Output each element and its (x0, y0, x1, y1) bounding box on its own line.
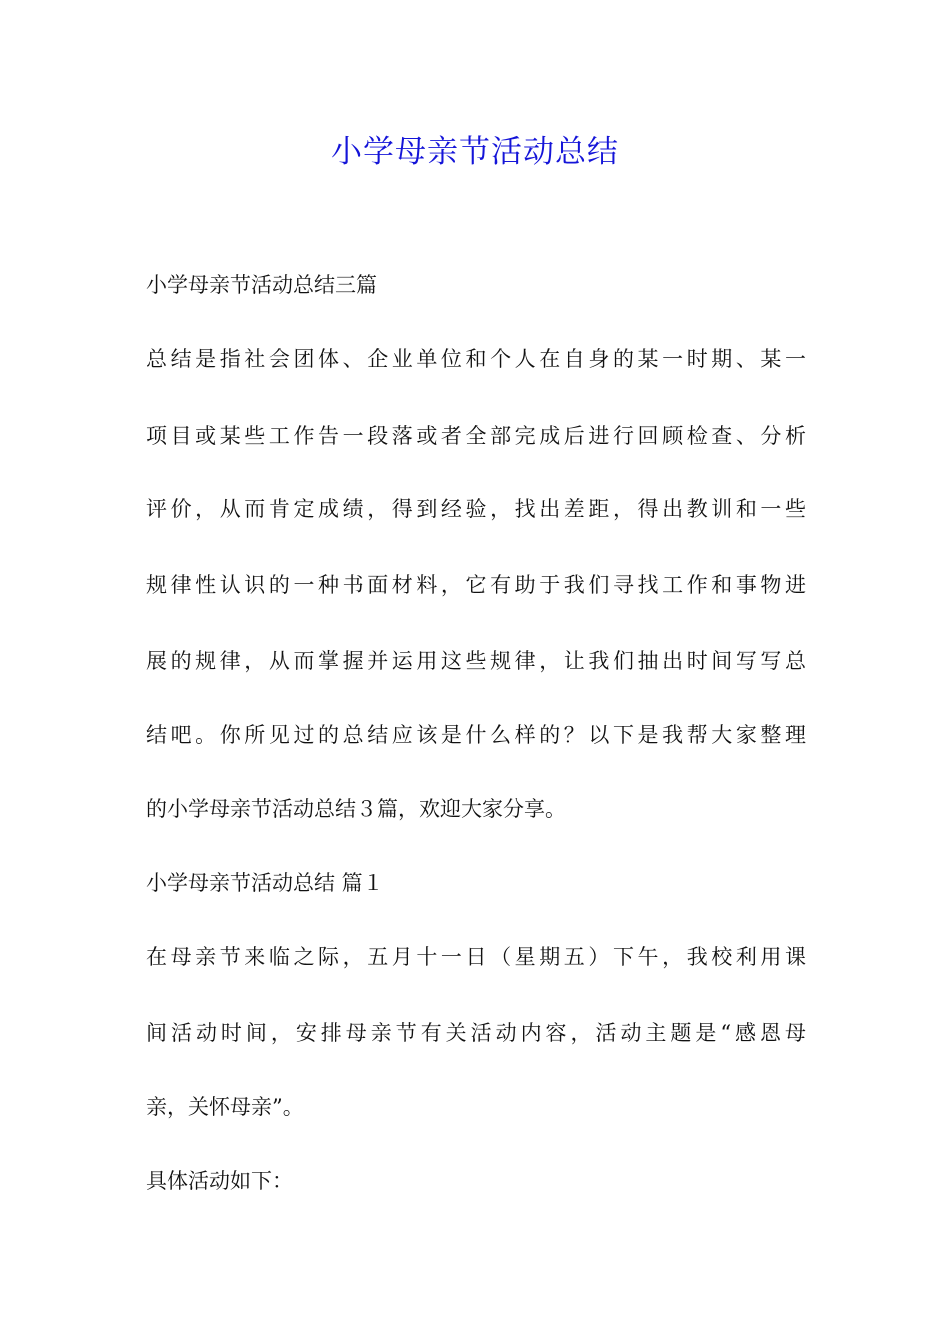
paragraph-line: 结吧。你所见过的总结应该是什么样的？以下是我帮大家整理 (146, 723, 806, 747)
paragraph-line: 的小学母亲节活动总结３篇，欢迎大家分享。 (146, 797, 566, 821)
paragraph-line: 展的规律，从而掌握并运用这些规律，让我们抽出时间写写总 (146, 649, 806, 673)
paragraph-line: 亲，关怀母亲”。 (146, 1095, 304, 1119)
paragraph-line: 项目或某些工作告一段落或者全部完成后进行回顾检查、分析 (146, 424, 806, 448)
paragraph-line: 规律性认识的一种书面材料，它有助于我们寻找工作和事物进 (146, 573, 806, 597)
section-heading: 小学母亲节活动总结 篇１ (146, 871, 384, 895)
paragraph-line: 在母亲节来临之际，五月十一日（星期五）下午，我校利用课 (146, 945, 806, 969)
paragraph-line: 间活动时间，安排母亲节有关活动内容，活动主题是“感恩母 (146, 1021, 806, 1045)
paragraph-line: 评价，从而肯定成绩，得到经验，找出差距，得出教训和一些 (146, 497, 806, 521)
document-title: 小学母亲节活动总结 (331, 134, 619, 170)
subtitle-line: 小学母亲节活动总结三篇 (146, 273, 377, 297)
paragraph-line: 具体活动如下： (146, 1169, 293, 1193)
paragraph-line: 总结是指社会团体、企业单位和个人在自身的某一时期、某一 (146, 347, 806, 371)
